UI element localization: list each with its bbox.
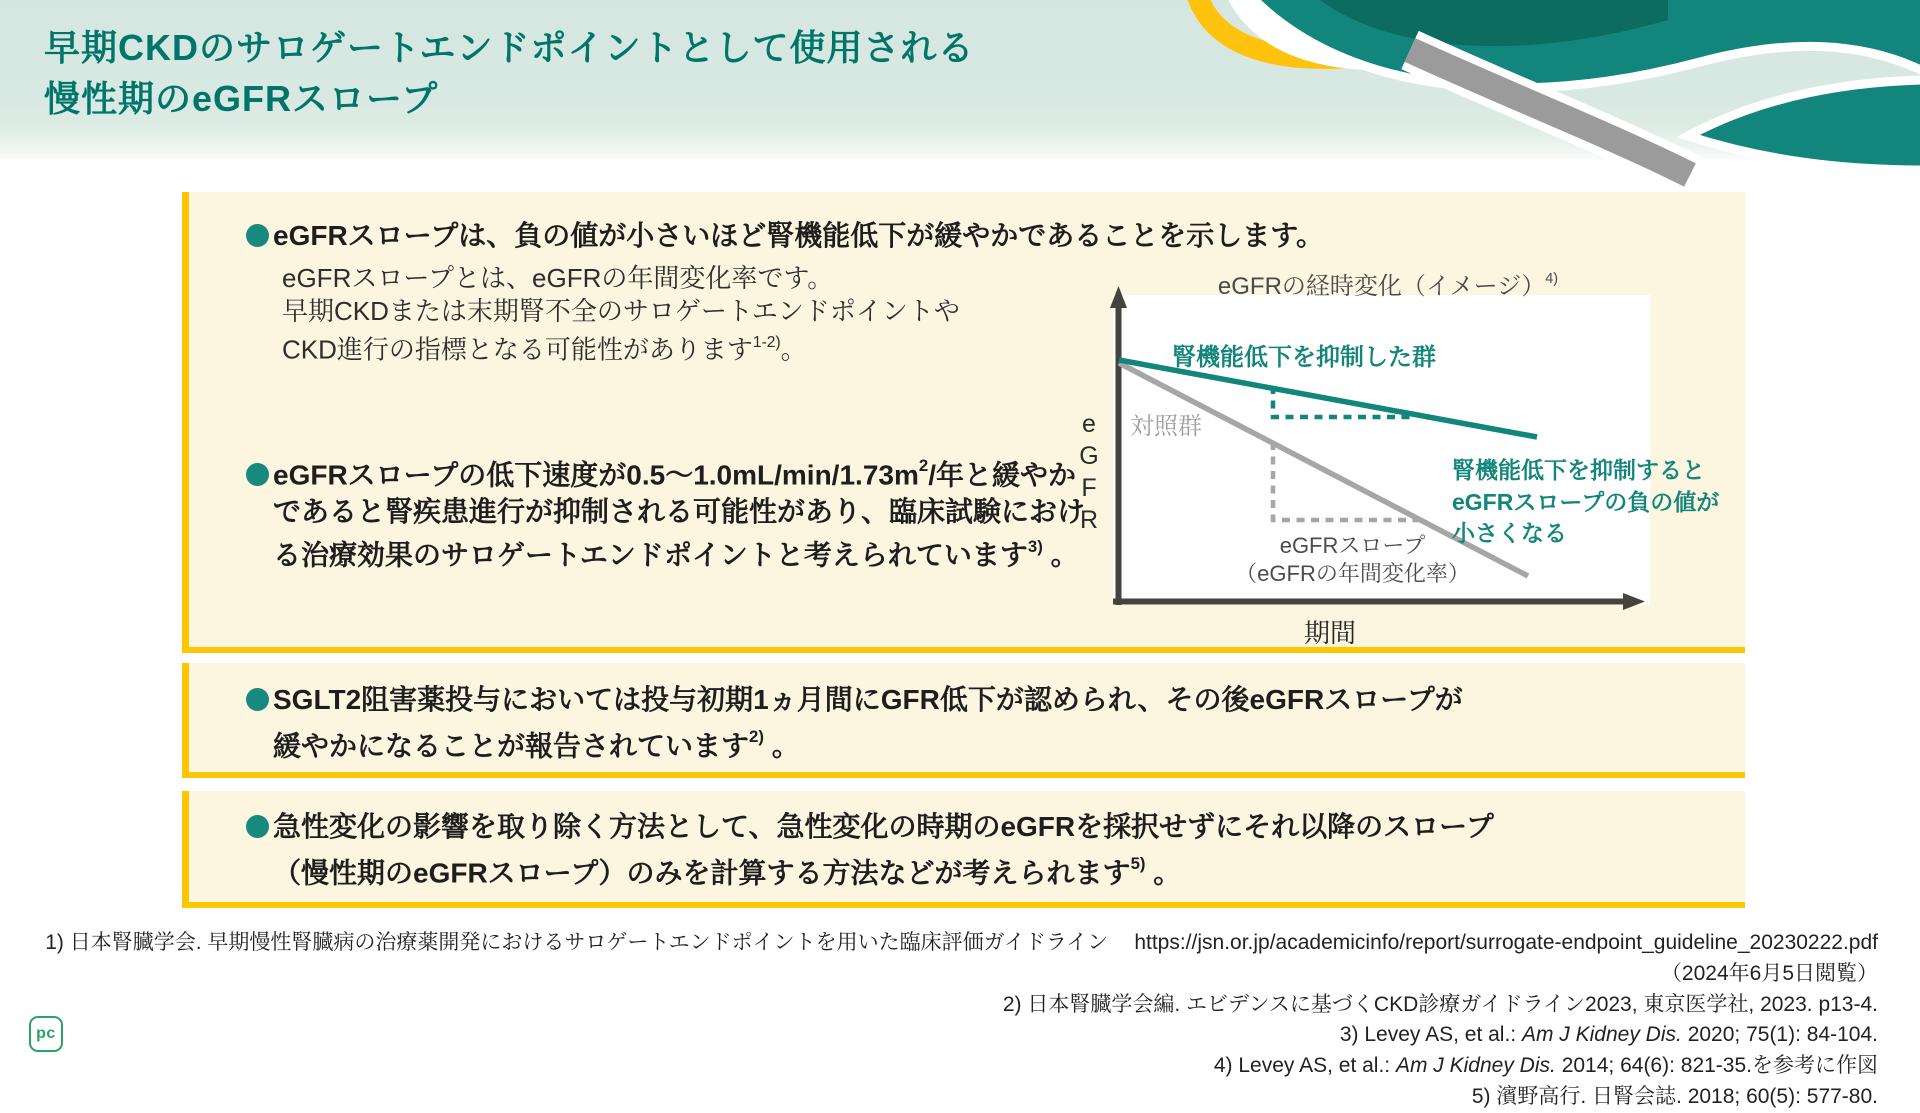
point-line-tail: /年と緩やか bbox=[928, 459, 1076, 491]
bullet-icon bbox=[246, 815, 269, 838]
point-line bbox=[246, 720, 1463, 766]
reference-superscript: 1-2) bbox=[752, 333, 781, 351]
reference-superscript: 2) bbox=[749, 727, 764, 747]
slide-title-line2: 慢性期のeGFRスロープ bbox=[44, 78, 439, 119]
reference-item bbox=[0, 1051, 1878, 1082]
sub-line: eGFRスロープとは、eGFRの年間変化率です。 bbox=[282, 263, 834, 293]
point-line-text: （慢性期のeGFRスロープ）のみを計算する方法などが考えられます bbox=[273, 857, 1131, 889]
point-line bbox=[246, 450, 1085, 493]
point-line bbox=[246, 530, 1085, 573]
reference-superscript: 5) bbox=[1130, 854, 1146, 874]
sub-line-tail: 。 bbox=[780, 334, 807, 365]
point-line: であると腎疾患進行が抑制される可能性があり、臨床試験におけ bbox=[273, 496, 1086, 528]
sub-line-text: CKD進行の指標となる可能性があります bbox=[282, 334, 753, 365]
bullet-icon bbox=[246, 224, 269, 247]
reference-url: https://jsn.or.jp/academicinfo/report/surrogate-endpoint_guideline_20230222.pdf（2024年6月5日閲覧） bbox=[1134, 931, 1878, 985]
chart-annotation-line: 腎機能低下を抑制すると bbox=[1452, 457, 1705, 483]
reference-item: 2) 日本腎臓学会編. エビデンスに基づくCKD診療ガイドライン2023, 東京医学社, 2023. p13-4. bbox=[1002, 992, 1878, 1016]
point-lines bbox=[246, 807, 1494, 893]
egfr-slope-label bbox=[1235, 532, 1470, 588]
sub-line: 早期CKDまたは末期腎不全のサロゲートエンドポイントや bbox=[282, 296, 960, 326]
x-axis-label: 期間 bbox=[1303, 618, 1356, 648]
control-group-label: 対照群 bbox=[1130, 413, 1202, 440]
reference-list bbox=[0, 928, 1878, 1113]
pc-logo bbox=[29, 1016, 63, 1052]
chart-title bbox=[1100, 266, 1558, 301]
reference-item: 5) 濱野高行. 日腎会誌. 2018; 60(5): 577-80. bbox=[1471, 1084, 1878, 1108]
point-line-tail: 。 bbox=[763, 730, 800, 762]
point-line-tail: 。 bbox=[1042, 539, 1079, 571]
slide-title-line1: 早期CKDのサロゲートエンドポイントとして使用される bbox=[44, 27, 975, 68]
point-line bbox=[246, 807, 1494, 847]
point1-heading-text: eGFRスロープは、負の値が小さいほど腎機能低下が緩やかであることを示します。 bbox=[273, 220, 1325, 251]
egfr-slope-label-line1: eGFRスロープ bbox=[1279, 533, 1426, 558]
reference-text: 2014; 64(6): 821-35.を参考に作図 bbox=[1555, 1054, 1878, 1078]
reference-journal: Am J Kidney Dis. bbox=[1521, 1023, 1682, 1047]
point-lines bbox=[246, 680, 1463, 766]
point1-sublines bbox=[282, 262, 960, 367]
reference-text: 3) Levey AS, et al.: bbox=[1339, 1023, 1522, 1047]
header-swoosh-decoration bbox=[1090, 0, 1920, 170]
point-line-tail: 。 bbox=[1145, 857, 1182, 889]
point1-heading bbox=[246, 214, 1324, 254]
reference-superscript: 3) bbox=[1027, 536, 1043, 556]
egfr-slope-label-line2: （eGFRの年間変化率） bbox=[1235, 561, 1470, 586]
slide-title bbox=[44, 22, 975, 124]
swoosh-teal-corner bbox=[1688, 80, 1920, 170]
point2-lines bbox=[246, 450, 1085, 574]
sub-line bbox=[282, 328, 960, 367]
reference-item bbox=[0, 1020, 1878, 1051]
point-line bbox=[246, 847, 1494, 893]
point-line bbox=[246, 680, 1463, 720]
key-point-box-sglt2 bbox=[182, 663, 1745, 778]
point-line-text: eGFRスロープの低下速度が0.5～1.0mL/min/1.73m bbox=[273, 459, 919, 491]
chart-title-text: eGFRの経時変化（イメージ） bbox=[1217, 273, 1546, 300]
unit-superscript: 2 bbox=[918, 456, 929, 476]
key-point-box-acute-change bbox=[182, 791, 1745, 908]
treated-group-label: 腎機能低下を抑制した群 bbox=[1172, 344, 1436, 371]
reference-text: 2020; 75(1): 84-104. bbox=[1681, 1023, 1878, 1047]
point-line-text: る治療効果のサロゲートエンドポイントと考えられています bbox=[273, 539, 1028, 571]
pc-logo-text: pc bbox=[36, 1025, 56, 1042]
reference-item bbox=[0, 928, 1878, 990]
point-line-text: SGLT2阻害薬投与においては投与初期1ヵ月間にGFR低下が認められ、その後eGFRスロープが bbox=[273, 684, 1463, 715]
reference-journal: Am J Kidney Dis. bbox=[1395, 1054, 1556, 1078]
point-line-text: 急性変化の影響を取り除く方法として、急性変化の時期のeGFRを採択せずにそれ以降のスロープ bbox=[273, 811, 1494, 842]
reference-text: 4) Levey AS, et al.: bbox=[1213, 1054, 1396, 1078]
chart-annotation-line: 小さくなる bbox=[1452, 520, 1567, 546]
reference-text: 1) 日本腎臓学会. 早期慢性腎臓病の治療薬開発におけるサロゲートエンドポイントを用いた臨床評価ガイドライン bbox=[45, 931, 1109, 954]
chart-annotation bbox=[1452, 455, 1719, 550]
bullet-icon bbox=[246, 463, 269, 486]
bullet-icon bbox=[246, 688, 269, 711]
y-axis-label: eGFR bbox=[1075, 410, 1103, 538]
chart-annotation-line: eGFRスロープの負の値が bbox=[1452, 488, 1720, 515]
point-line-text: 緩やかになることが報告されています bbox=[273, 730, 750, 762]
reference-superscript: 4) bbox=[1545, 270, 1558, 287]
